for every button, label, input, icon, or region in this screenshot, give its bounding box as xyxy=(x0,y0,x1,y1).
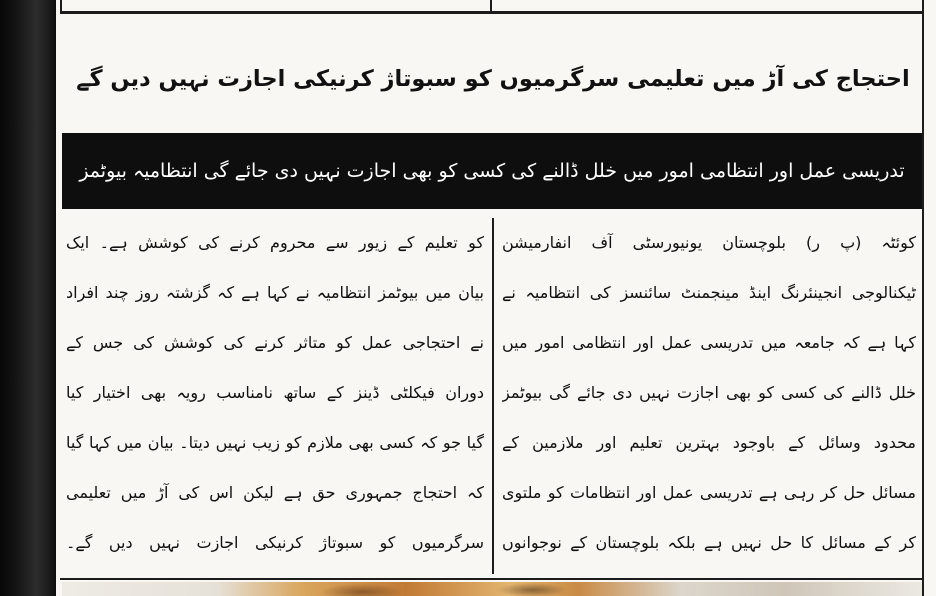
body-line: کو تعلیم کے زیور سے محروم کرنے کی کوشش ہے۔ ایک xyxy=(66,233,484,252)
body-line: مسائل حل کر رہی ہے تدریسی عمل اور انتظامات کو ملتوی xyxy=(502,483,916,502)
subheadline-bar xyxy=(62,133,922,209)
headline: احتجاج کی آڑ میں تعلیمی سرگرمیوں کو سبوتاژ کرنیکی اجازت نہیں دیں گے xyxy=(76,66,910,92)
body-line: کوئٹہ (پ ر) بلوچستان یونیورسٹی آف انفارمیشن xyxy=(502,233,916,252)
body-line: محدود وسائل کے باوجود بہترین تعلیم اور ملازمین کے xyxy=(502,433,916,452)
news-photo xyxy=(62,582,922,596)
body-column-right xyxy=(502,218,916,570)
previous-article-box xyxy=(60,0,924,14)
body-line: کہ احتجاج جمہوری حق ہے لیکن اس کی آڑ میں تعلیمی xyxy=(66,483,484,502)
scan-margin-strip xyxy=(0,0,56,596)
body-line: خلل ڈالنے کی کسی کو بھی اجازت نہیں دی جائے گی بیوٹمز xyxy=(502,383,916,402)
page-frame-right xyxy=(922,0,924,596)
body-line: بیان میں بیوٹمز انتظامیہ نے کہا ہے کہ گزشتہ روز چند افراد xyxy=(66,283,484,302)
subheadline: تدریسی عمل اور انتظامی امور میں خلل ڈالنے کی کسی کو بھی اجازت نہیں دی جائے گی انتظامیہ بیوٹمز xyxy=(79,160,905,182)
body-line: کر کے مسائل کا حل نہیں ہے بلکہ بلوچستان کے نوجوانوں xyxy=(502,533,916,552)
body-line: سرگرمیوں کو سبوتاژ کرنیکی اجازت نہیں دیں گے۔ xyxy=(66,533,484,552)
body-line: گیا جو کہ کسی بھی ملازم کو زیب نہیں دیتا۔ بیان میں کہا گیا xyxy=(66,433,484,452)
top-box-divider xyxy=(490,0,492,11)
body-column-left xyxy=(66,218,484,570)
bottom-rule xyxy=(60,578,924,580)
body-line: ٹیکنالوجی انجینئرنگ اینڈ مینجمنٹ سائنسز کی انتظامیہ نے xyxy=(502,283,916,302)
body-line: دوران فیکلٹی ڈینز کے ساتھ نامناسب رویہ بھی اختیار کیا xyxy=(66,383,484,402)
body-line: کہا ہے کہ جامعہ میں تدریسی عمل اور انتظامی امور میں xyxy=(502,333,916,352)
body-line: نے احتجاجی عمل کو متاثر کرنے کی کوشش کی جس کے xyxy=(66,333,484,352)
column-divider xyxy=(492,218,494,574)
